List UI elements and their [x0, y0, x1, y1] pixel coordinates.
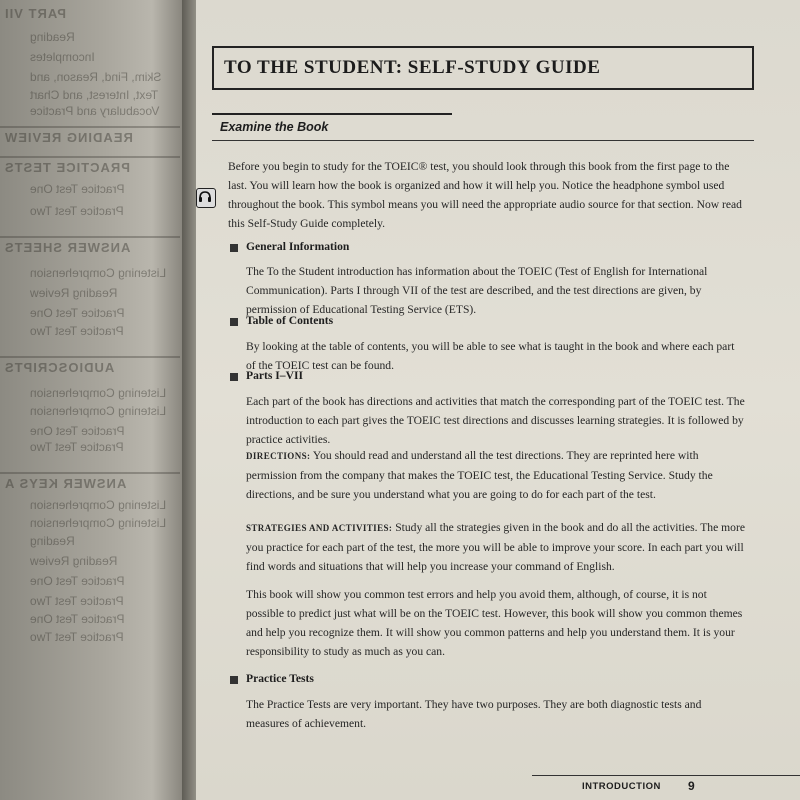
footer-rule — [532, 775, 800, 776]
bleed-rule — [0, 156, 180, 158]
bleed-line: Listening Comprehension — [30, 386, 167, 400]
bleed-line: Text, Interest, and Chart — [30, 88, 159, 102]
general-info-heading: General Information — [246, 240, 350, 253]
bleed-rule — [0, 472, 180, 474]
bleed-line: Listening Comprehension — [30, 498, 167, 512]
strategies-paragraph — [246, 518, 746, 576]
parts-heading: Parts I–VII — [246, 369, 304, 382]
bleed-line: Incompletes — [30, 50, 95, 64]
bleed-line: Practice Test Two — [30, 440, 124, 454]
contents-text: By looking at the table of contents, you will be able to see what is taught in the book and where each part of the TOEIC test can be found. — [246, 340, 735, 372]
bleed-rule — [0, 236, 180, 238]
bleed-rule — [0, 126, 180, 128]
bleed-line: Practice Test One — [30, 612, 125, 626]
closing-paragraph: This book will show you common test errors and help you avoid them, although, of course, it is not possible to predict just what will be on the TOEIC test. However, this book will show you common themes and help you recognize them. It will show you common patterns and help you understand them. It is your responsibility to study as much as you can. — [246, 588, 743, 658]
bleed-line: Reading — [30, 30, 75, 44]
bleed-rule — [0, 356, 180, 358]
practice-tests-heading: Practice Tests — [246, 672, 314, 685]
bleed-heading: ANSWER KEYS A — [4, 476, 127, 491]
strategies-label: STRATEGIES AND ACTIVITIES: — [246, 523, 393, 533]
bleed-line: Skim, Find, Reason, and — [30, 70, 162, 84]
bleed-line: Listening Comprehension — [30, 266, 167, 280]
bleed-line: Practice Test One — [30, 574, 125, 588]
left-page — [0, 0, 190, 800]
bleed-line: Reading — [30, 534, 75, 548]
bleed-line: Practice Test Two — [30, 204, 124, 218]
bleed-line: Reading Review — [30, 554, 118, 568]
contents-heading: Table of Contents — [246, 314, 334, 327]
headphone-icon — [196, 188, 216, 208]
square-bullet-icon — [230, 244, 238, 252]
square-bullet-icon — [230, 373, 238, 381]
bleed-line: Practice Test One — [30, 424, 125, 438]
directions-text: You should read and understand all the test directions. They are reprinted here with permission from the company that makes the TOEIC test, the Educational Testing Service. Study the directions, and be sure you understand what you are going to do for each part of the test. — [246, 449, 713, 501]
square-bullet-icon — [230, 676, 238, 684]
square-bullet-icon — [230, 318, 238, 326]
directions-paragraph — [246, 446, 746, 504]
general-info-text: The To the Student introduction has information about the TOEIC (Test of English for International Communication). Parts I through VII of the test are described, and the test directions are given, by permission of Educational Testing Service (ETS). — [246, 265, 708, 316]
bleed-line: Practice Test Two — [30, 324, 124, 338]
strategies-text: Study all the strategies given in the book and do all the activities. The more you practice for each part of the test, the more you will be able to improve your score. In each part you will find words and situations that will help you increase your command of English. — [246, 521, 745, 573]
directions-label: DIRECTIONS: — [246, 451, 311, 461]
bleed-line: Listening Comprehension — [30, 404, 167, 418]
intro-paragraph: Before you begin to study for the TOEIC® test, you should look through this book from the first page to the last. You will learn how the book is organized and how it will help you. Notice the headphone symbol used throughout the book. This symbol means you will need the appropriate audio source for that section. Now read this Self-Study Guide completely. — [228, 160, 742, 230]
bleed-line: Practice Test Two — [30, 594, 124, 608]
section-rule — [212, 113, 452, 115]
bleed-heading: PRACTICE TESTS — [4, 160, 130, 175]
bleed-line: Vocabulary and Practice — [30, 104, 160, 118]
bleed-heading: ANSWER SHEETS — [4, 240, 131, 255]
page-title: TO THE STUDENT: SELF-STUDY GUIDE — [224, 57, 601, 78]
page-number: 9 — [688, 779, 695, 793]
bleed-line: Reading Review — [30, 286, 118, 300]
parts-text: Each part of the book has directions and activities that match the corresponding part of the TOEIC test. The introduction to each part gives the TOEIC test directions and discusses learning strategies. It is followed by practice activities. — [246, 395, 745, 446]
bleed-heading: READING REVIEW — [4, 130, 133, 145]
title-box — [212, 46, 754, 90]
bleed-heading: AUDIOSCRIPTS — [4, 360, 115, 375]
bleed-line: Practice Test Two — [30, 630, 124, 644]
bleed-heading: PART VII — [4, 6, 66, 21]
bleed-line: Practice Test One — [30, 182, 125, 196]
section-divider — [212, 140, 754, 141]
footer-section-label: INTRODUCTION — [582, 781, 661, 792]
practice-tests-text: The Practice Tests are very important. They have two purposes. They are both diagnostic tests and measures of achievement. — [246, 698, 702, 730]
right-page — [196, 0, 800, 800]
bleed-line: Listening Comprehension — [30, 516, 167, 530]
bleed-line: Practice Test One — [30, 306, 125, 320]
section-label: Examine the Book — [220, 120, 329, 134]
